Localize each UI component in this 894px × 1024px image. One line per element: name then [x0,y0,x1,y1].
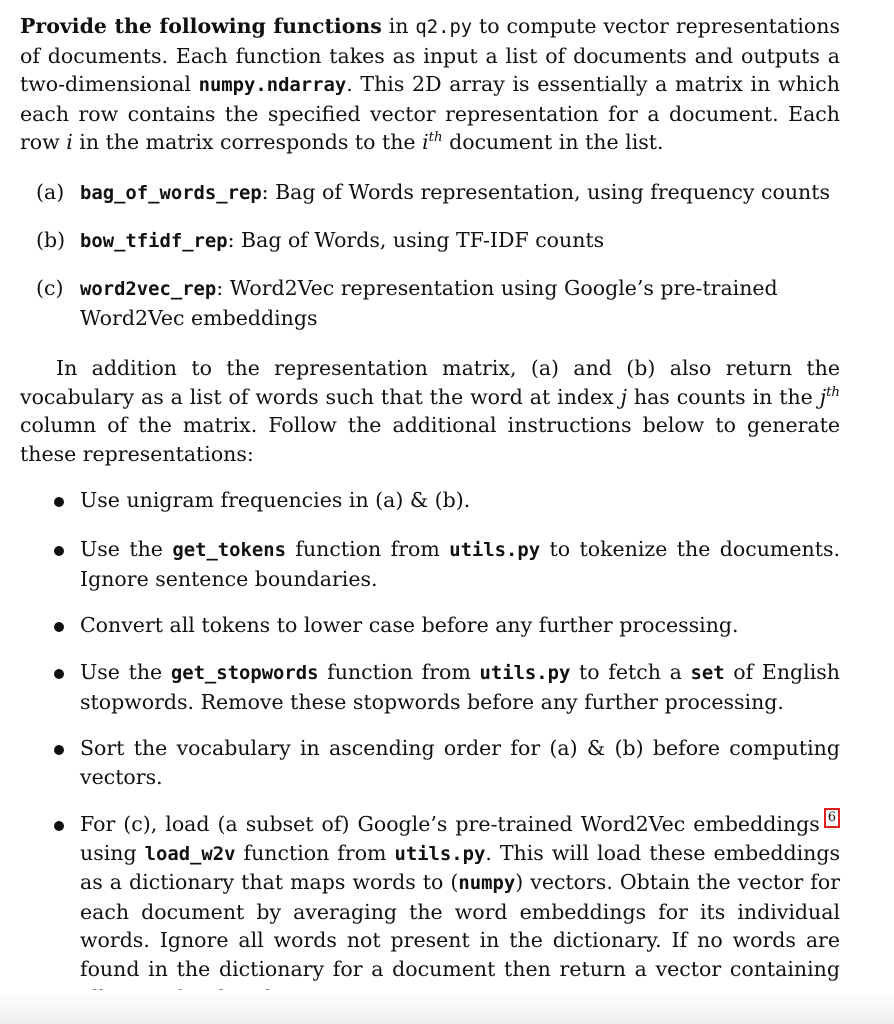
var-j: j [819,384,827,409]
bullet-icon [54,497,64,507]
para-text: has counts in the [626,384,820,409]
intro-text: in [381,14,416,38]
list-item-b [36,226,892,256]
var-i: i [66,130,73,155]
code-numpy-ndarray: numpy.ndarray [198,74,347,97]
bullet-text: of English stopwords. Remove these stopwords before any further processing. [80,660,841,714]
superscript-th: th [826,384,840,400]
code-utils-py: utils.py [479,662,571,684]
code-numpy: numpy [458,872,516,895]
footnote-link[interactable]: 6 [824,808,840,828]
item-description: : Bag of Words representation, using frequency counts [261,180,830,204]
item-description: : Word2Vec representation using Google’s pre-trained Word2Vec embeddings [80,276,778,330]
code-set: set [690,662,725,684]
code-utils-py: utils.py [394,842,486,865]
bullet-text: Convert all tokens to lower case before any further processing. [80,613,739,637]
para-text: In addition to the representation matrix, (a) and (b) also return the vocabulary as a list of words such that the word at index [20,356,840,409]
bullet-item [54,535,840,593]
var-i: i [422,130,429,155]
bullet-item [54,810,840,1012]
item-label: (b) [36,228,66,252]
code-get-tokens: get_tokens [172,539,286,561]
intro-text: in the matrix corresponds to the [72,130,423,155]
bullet-item [54,611,840,640]
bottom-fade [0,990,894,1024]
bullet-item [54,658,840,716]
bullet-text: to tokenize the documents. Ignore sentence boundaries. [80,537,840,591]
bullet-icon [54,622,64,632]
var-j: j [620,384,627,409]
function-name: bag_of_words_rep [80,182,262,204]
bullet-text: Use unigram frequencies in (a) & (b). [80,488,471,512]
code-get-stopwords: get_stopwords [170,662,319,684]
item-description: : Bag of Words, using TF-IDF counts [227,228,605,252]
function-name: word2vec_rep [80,278,217,300]
item-label: (c) [36,276,64,300]
intro-lead: Provide the following functions [20,14,382,38]
bullet-text: . This will load these embeddings as a dictionary that maps words to ( [80,840,841,895]
bullet-text: Sort the vocabulary in ascending order for (a) & (b) before computing vectors. [80,736,840,789]
code-utils-py: utils.py [449,539,541,561]
intro-text: to compute vector representations of documents. Each function takes as input a list of documents and outputs a two-dimensional [20,14,840,97]
bullet-text: function from [285,537,450,561]
bullet-icon [54,546,64,556]
code-q2-py: q2.py [415,16,473,38]
function-name: bow_tfidf_rep [80,230,228,252]
bullet-text: function from [318,660,480,684]
bullet-text: Use the [80,537,173,561]
list-item-c [36,274,892,332]
bullet-text: to fetch a [570,660,691,684]
list-item-a [36,178,892,208]
intro-paragraph [20,12,840,157]
bullet-text: ) vectors. Obtain the vector for each document by averaging the word embeddings for its individual words. Ignore all words not present in the dictionary. If no words are found in the dictionary for a document then return a vector containing [80,870,841,981]
bullet-icon [54,669,64,679]
vocabulary-paragraph [20,354,840,468]
bullet-item [54,734,840,791]
superscript-th: th [428,130,443,146]
bullet-text: Use the [80,660,171,684]
item-label: (a) [36,180,65,204]
bullet-text: using [80,840,145,865]
intro-text: . This 2D array is essentially a matrix in which each row contains the specified vector representation for a document. Each row [20,72,840,155]
para-text: column of the matrix. Follow the additional instructions below to generate these representations: [20,413,840,466]
intro-text: document in the list. [442,130,664,155]
bullet-icon [54,821,64,831]
bullet-item [54,486,840,515]
code-load-w2v: load_w2v [144,842,236,865]
bullet-icon [54,745,64,755]
bullet-text: For (c), load (a subset of) Google’s pre-trained Word2Vec embeddings [80,812,820,836]
bullet-text: function from [235,840,395,865]
